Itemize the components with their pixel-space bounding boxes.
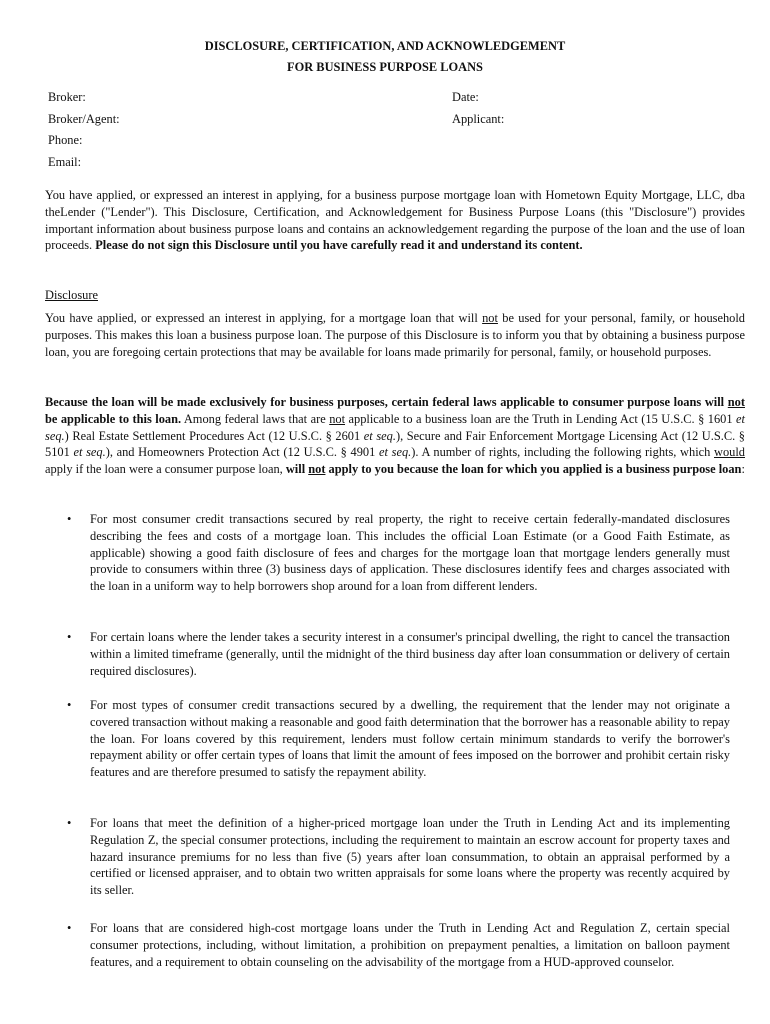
bullet-icon: • — [67, 512, 72, 526]
disclosure-text-b: be used for your personal, family, or household purposes. This makes this loan a business purpose loan. The purpose of this Disclosure is to inform you that by obtaining a business purpose loan, you are foregoing certain protections that may be available for loans made primarily for personal, family, or household purposes. — [45, 311, 745, 359]
federal-etseq-1: et seq. — [45, 411, 745, 443]
federal-laws-paragraph — [45, 394, 745, 478]
federal-text-2: applicable to a business loan are the Truth in Lending Act (15 U.S.C. § 1601 — [345, 411, 737, 426]
list-item-text: For loans that meet the definition of a higher-priced mortgage loan under the Truth in Lending Act and its implementing Regulation Z, the special consumer protections, including the requirement to maintain an escrow account for property taxes and hazard insurance premiums for no less than five (5) years after loan consummation, to obtain an appraisal performed by a certified or licensed appraiser, and to obtain two written appraisals for some loans where the property was recently acquired by its seller. — [90, 816, 730, 898]
federal-colon: : — [741, 462, 745, 477]
date-field-label: Date: — [452, 90, 479, 104]
federal-bold-a: Because the loan will be made exclusively for business purposes, certain federal laws applicable to consumer purpose loans will — [45, 395, 728, 409]
federal-text-5: ), and Homeowners Protection Act (12 U.S.C. § 4901 — [105, 445, 379, 460]
bullet-icon: • — [67, 816, 72, 830]
federal-not-2: not — [329, 411, 346, 426]
federal-bold-not: not — [727, 395, 745, 409]
federal-etseq-2: et seq. — [363, 428, 396, 443]
email-field-label: Email: — [48, 155, 82, 169]
list-item-text: For most consumer credit transactions secured by real property, the right to receive certain federally-mandated disclosures describing the fees and costs of a mortgage loan. This includes the official Loan Estimate (or a Good Faith Estimate, as applicable) showing a good faith disclosure of fees and charges for the mortgage loan that mortgage lenders generally must provide to consumers within three (3) business days of application. These disclosures identify fees and charges associated with the loan in a uniform way to help borrowers shop around for a loan from different lenders. — [90, 512, 730, 594]
broker-agent-field-label: Broker/Agent: — [48, 112, 120, 126]
document-title-line1: DISCLOSURE, CERTIFICATION, AND ACKNOWLEDGEMENT — [204, 39, 566, 53]
list-item-text: For certain loans where the lender takes a security interest in a consumer's principal dwelling, the right to cancel the transaction within a limited timeframe (generally, until the midnight of the third business day after loan consummation or delivery of certain required disclosures). — [90, 630, 730, 678]
federal-etseq-4: et seq. — [379, 445, 412, 460]
disclosure-heading: Disclosure — [45, 288, 98, 302]
intro-warning: Please do not sign this Disclosure until you have carefully read it and understand its content. — [95, 238, 583, 253]
list-item-text: For most types of consumer credit transactions secured by a dwelling, the requirement that the lender may not originate a covered transaction without making a reasonable and good faith determination that the borrower has a reasonable ability to repay the loan. For loans covered by this requirement, lenders must follow certain minimum standards to verify the borrower's repayment ability or offer certain types of loans that limit the amount of fees imposed on the borrower and prohibit certain risky features and are therefore presumed to satisfy the repayment ability. — [90, 698, 730, 780]
federal-bold-b: be applicable to this loan. — [45, 411, 182, 426]
federal-etseq-3: et seq. — [73, 445, 106, 460]
federal-text-1: Among federal laws that are — [181, 411, 330, 426]
bullet-icon: • — [67, 698, 72, 712]
applicant-field-label: Applicant: — [452, 112, 505, 126]
intro-text: You have applied, or expressed an interest in applying, for a business purpose mortgage loan with Hometown Equity Mortgage, LLC, dba theLender ("Lender"). This Disclosure, Certification, and Acknowledgement for Business Purpose Loans (this "Disclosure") provides important information about business purpose loans and contains an acknowledgement regarding the purpose of the loan and the use of loan proceeds. — [45, 188, 745, 253]
bullet-icon: • — [67, 630, 72, 644]
disclosure-paragraph — [45, 310, 745, 360]
phone-field-label: Phone: — [48, 133, 83, 147]
federal-text-6: ). A number of rights, including the following rights, which — [411, 445, 715, 460]
document-title-line2: FOR BUSINESS PURPOSE LOANS — [287, 60, 483, 74]
intro-paragraph — [45, 187, 745, 254]
broker-field-label: Broker: — [48, 90, 86, 104]
federal-bold-not-3: not — [308, 462, 326, 477]
federal-bold-end: apply to you because the loan for which you applied is a business purpose loan — [325, 462, 742, 477]
bullet-icon: • — [67, 921, 72, 935]
federal-would: would — [714, 445, 745, 460]
disclosure-not: not — [482, 311, 498, 325]
federal-text-7: apply if the loan were a consumer purpose loan, — [45, 462, 286, 477]
disclosure-text-a: You have applied, or expressed an interest in applying, for a mortgage loan that will — [45, 311, 483, 325]
list-item-text: For loans that are considered high-cost mortgage loans under the Truth in Lending Act and Regulation Z, certain special consumer protections, including, without limitation, a prohibition on prepayment penalties, a limitation on balloon payment features, and a requirement to obtain counseling on the advisability of the mortgage from a HUD-approved counselor. — [90, 921, 730, 969]
federal-bold-will: will — [285, 462, 309, 477]
federal-text-3: ) Real Estate Settlement Procedures Act (12 U.S.C. § 2601 — [64, 428, 364, 443]
federal-text-4: ), Secure and Fair Enforcement Mortgage Licensing Act (12 U.S.C. § 5101 — [45, 428, 745, 460]
